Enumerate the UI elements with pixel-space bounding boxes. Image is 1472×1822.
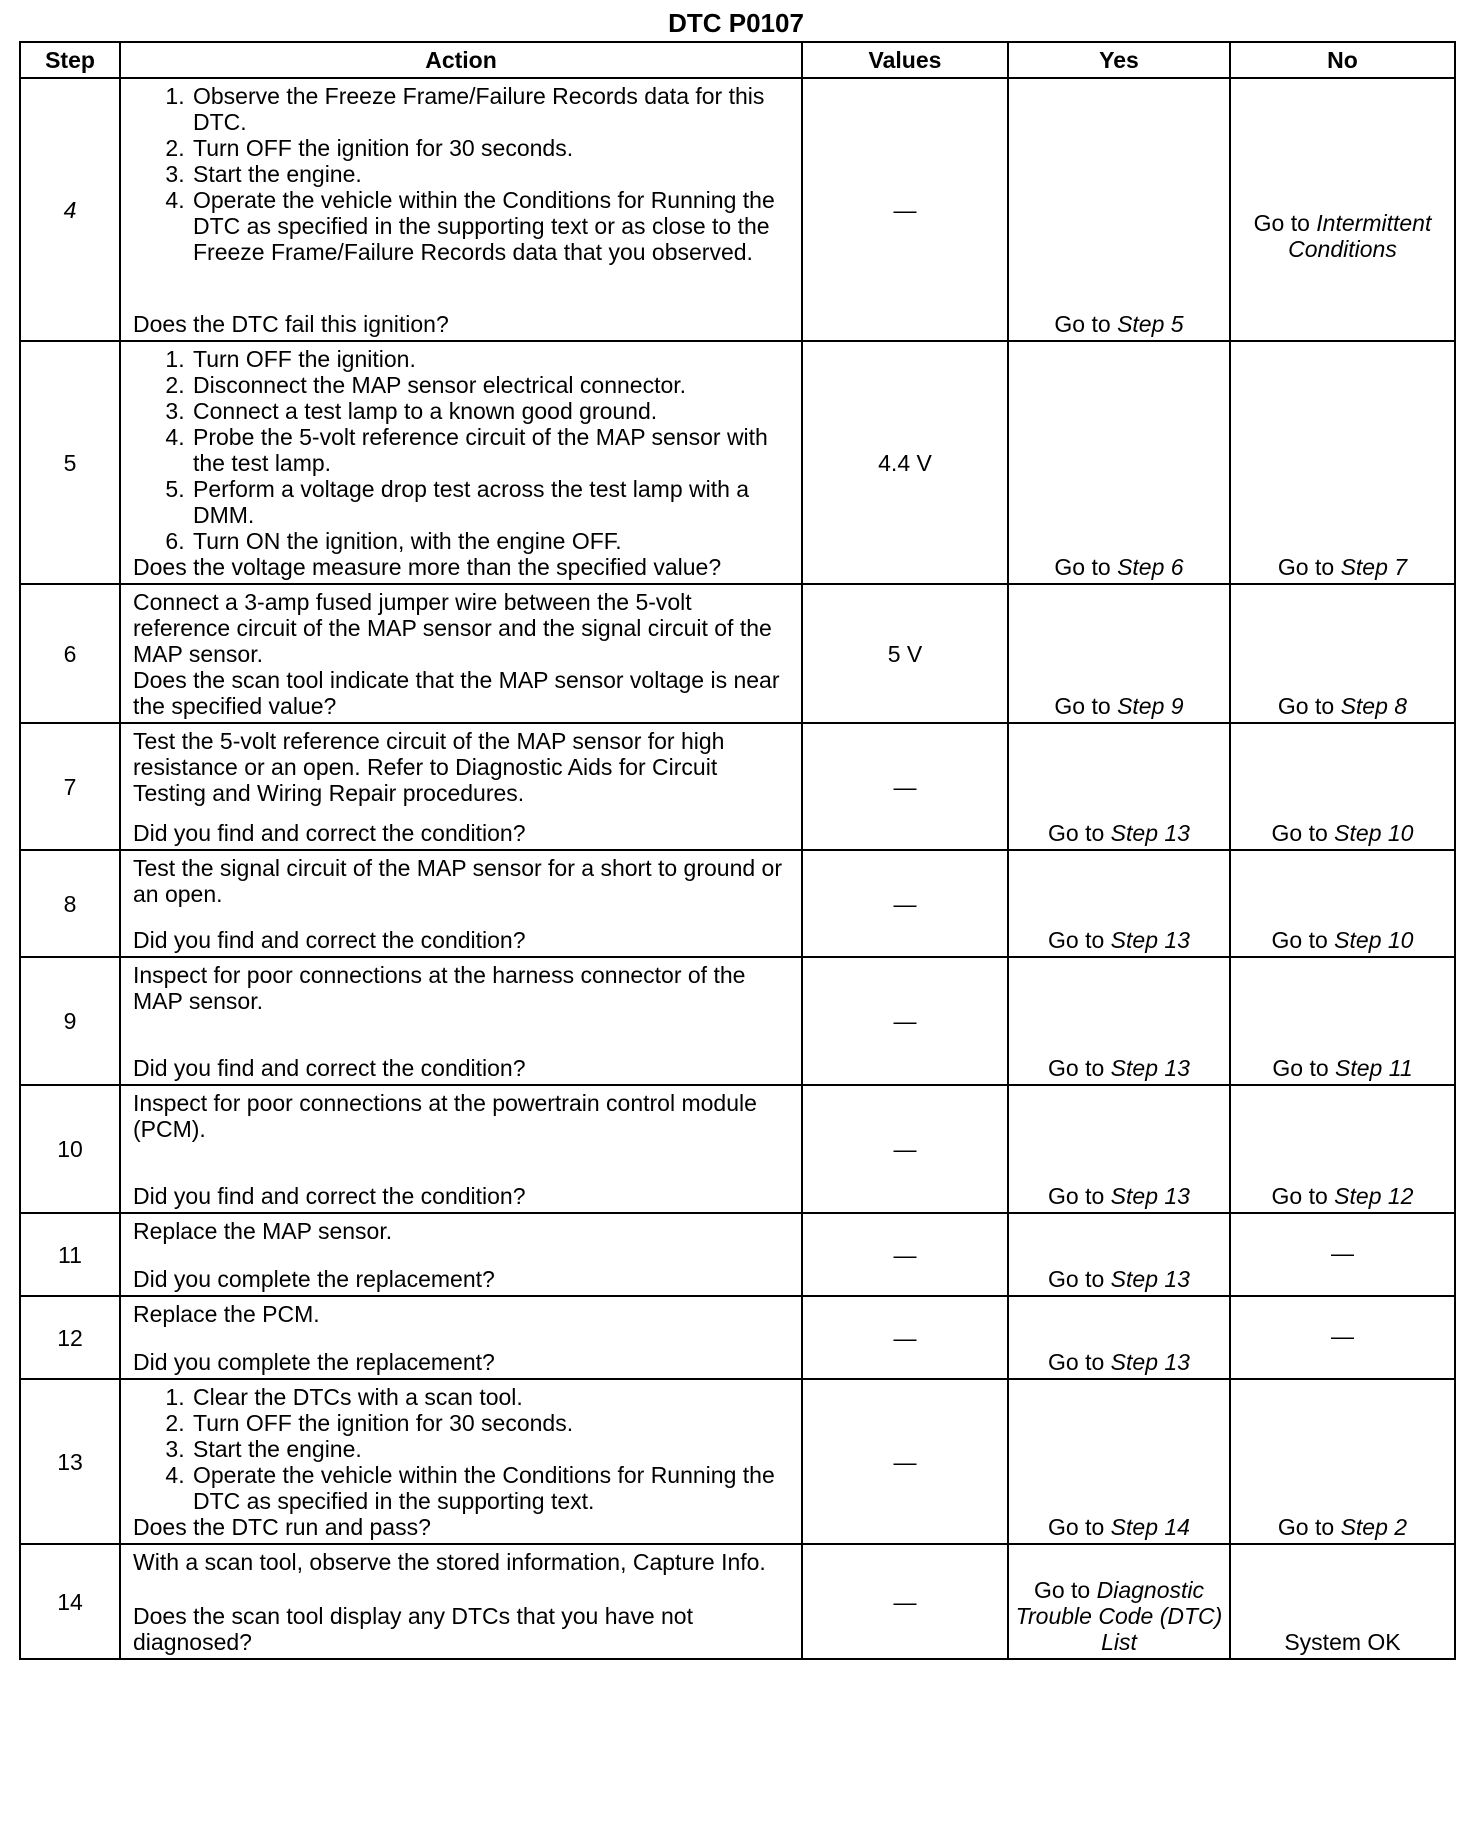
- step-number: 7: [20, 723, 120, 850]
- yes-target-link[interactable]: Step 13: [1110, 1349, 1190, 1375]
- action-content: [133, 962, 793, 1081]
- instruction-item: 2. Turn OFF the ignition for 30 seconds.: [191, 135, 793, 161]
- action-instructions: [133, 1218, 793, 1244]
- yes-cell: [1008, 957, 1230, 1085]
- action-cell: [120, 1085, 802, 1213]
- value-cell: —: [802, 850, 1008, 957]
- yes-target-link[interactable]: Step 13: [1110, 1266, 1190, 1292]
- no-prefix: Go to: [1272, 1055, 1336, 1081]
- header-action: Action: [120, 42, 802, 78]
- yes-target-link[interactable]: Step 9: [1117, 693, 1184, 719]
- no-cell: [1230, 584, 1455, 723]
- no-text: —: [1331, 1323, 1354, 1349]
- yes-cell: [1008, 723, 1230, 850]
- value-cell: —: [802, 78, 1008, 341]
- action-instructions: [133, 855, 793, 907]
- step-number: 4: [20, 78, 120, 341]
- instruction-item: 1. Observe the Freeze Frame/Failure Records data for this DTC.: [191, 83, 793, 135]
- action-question: Did you find and correct the condition?: [133, 1055, 526, 1081]
- table-row: [20, 78, 1455, 341]
- value-cell: 4.4 V: [802, 341, 1008, 584]
- table-body: [20, 78, 1455, 1659]
- value-cell: —: [802, 1085, 1008, 1213]
- no-text: System OK: [1284, 1629, 1401, 1655]
- action-instructions: [133, 1090, 793, 1142]
- value-cell: —: [802, 1379, 1008, 1544]
- yes-cell: [1008, 341, 1230, 584]
- action-instructions: [133, 962, 793, 1014]
- action-question: Does the voltage measure more than the specified value?: [133, 554, 722, 580]
- table-row: [20, 1296, 1455, 1379]
- yes-prefix: Go to: [1048, 927, 1111, 953]
- instruction-item: 5. Perform a voltage drop test across the test lamp with a DMM.: [191, 476, 793, 528]
- action-instructions: [133, 589, 793, 667]
- no-cell: [1230, 341, 1455, 584]
- no-text: —: [1331, 1240, 1354, 1266]
- instruction-list: [133, 83, 793, 265]
- yes-cell: [1008, 584, 1230, 723]
- action-cell: [120, 1213, 802, 1296]
- step-number: 14: [20, 1544, 120, 1659]
- instruction-text: Inspect for poor connections at the harness connector of the MAP sensor.: [133, 962, 746, 1014]
- step-number: 6: [20, 584, 120, 723]
- yes-target-link[interactable]: Step 14: [1110, 1514, 1190, 1540]
- table-row: [20, 850, 1455, 957]
- no-target-link[interactable]: Step 2: [1340, 1514, 1408, 1540]
- instruction-item: 1. Turn OFF the ignition.: [191, 346, 793, 372]
- action-cell: [120, 1544, 802, 1659]
- table-row: [20, 341, 1455, 584]
- instruction-item: 3. Start the engine.: [191, 1436, 793, 1462]
- header-no: No: [1230, 42, 1455, 78]
- action-content: [133, 855, 793, 953]
- action-cell: [120, 584, 802, 723]
- no-cell: [1230, 1544, 1455, 1659]
- yes-prefix: Go to: [1033, 1577, 1097, 1603]
- yes-target-link[interactable]: Step 5: [1117, 311, 1184, 337]
- instruction-item: 4. Operate the vehicle within the Conditions for Running the DTC as specified in the supporting text or as close to the Freeze Frame/Failure Records data that you observed.: [191, 187, 793, 265]
- action-cell: [120, 341, 802, 584]
- table-row: [20, 1213, 1455, 1296]
- yes-prefix: Go to: [1048, 1183, 1111, 1209]
- action-content: [133, 83, 793, 337]
- table-row: [20, 1544, 1455, 1659]
- table-row: [20, 723, 1455, 850]
- action-question: Did you complete the replacement?: [133, 1349, 495, 1375]
- no-prefix: Go to: [1271, 820, 1335, 846]
- yes-prefix: Go to: [1048, 1266, 1111, 1292]
- no-target-link[interactable]: Step 11: [1335, 1055, 1413, 1081]
- no-prefix: Go to: [1277, 693, 1341, 719]
- table-row: [20, 1085, 1455, 1213]
- header-yes: Yes: [1008, 42, 1230, 78]
- no-cell: [1230, 957, 1455, 1085]
- instruction-text: Inspect for poor connections at the powertrain control module (PCM).: [133, 1090, 757, 1142]
- no-target-link[interactable]: Step 12: [1334, 1183, 1414, 1209]
- instruction-item: 2. Disconnect the MAP sensor electrical connector.: [191, 372, 793, 398]
- no-cell: [1230, 1213, 1455, 1296]
- yes-target-link[interactable]: Step 13: [1110, 1055, 1190, 1081]
- header-row: [20, 42, 1455, 78]
- table-row: [20, 957, 1455, 1085]
- action-content: [133, 589, 793, 719]
- yes-prefix: Go to: [1054, 554, 1118, 580]
- action-instructions: [133, 728, 793, 806]
- yes-cell: [1008, 1296, 1230, 1379]
- action-cell: [120, 850, 802, 957]
- yes-prefix: Go to: [1048, 1514, 1111, 1540]
- action-instructions: [133, 1301, 793, 1327]
- action-question: Does the scan tool indicate that the MAP sensor voltage is near the specified value?: [133, 667, 780, 719]
- instruction-text: Test the 5-volt reference circuit of the MAP sensor for high resistance or an open. Refer to Diagnostic Aids for Circuit Testing and Wiring Repair procedures.: [133, 728, 725, 806]
- action-instructions: [133, 1384, 793, 1514]
- instruction-list: [133, 346, 793, 554]
- action-content: [133, 1301, 793, 1375]
- step-number: 12: [20, 1296, 120, 1379]
- yes-target-link[interactable]: Diagnostic Trouble Code (DTC) List: [1015, 1577, 1223, 1655]
- yes-prefix: Go to: [1054, 693, 1118, 719]
- action-content: [133, 1218, 793, 1292]
- value-cell: —: [802, 1544, 1008, 1659]
- no-target-link[interactable]: Step 8: [1340, 693, 1408, 719]
- action-cell: [120, 1379, 802, 1544]
- no-prefix: Go to: [1277, 554, 1341, 580]
- instruction-item: 4. Operate the vehicle within the Conditions for Running the DTC as specified in the supporting text.: [191, 1462, 793, 1514]
- action-question: Does the scan tool display any DTCs that you have not diagnosed?: [133, 1603, 693, 1655]
- no-prefix: Go to: [1271, 1183, 1335, 1209]
- yes-cell: [1008, 850, 1230, 957]
- action-cell: [120, 957, 802, 1085]
- instruction-text: Replace the MAP sensor.: [133, 1218, 393, 1244]
- action-question: Did you find and correct the condition?: [133, 927, 526, 953]
- action-content: [133, 1549, 793, 1655]
- action-cell: [120, 723, 802, 850]
- yes-cell: [1008, 1544, 1230, 1659]
- no-target-link[interactable]: Step 10: [1334, 820, 1414, 846]
- step-number: 9: [20, 957, 120, 1085]
- yes-prefix: Go to: [1048, 1349, 1111, 1375]
- no-cell: [1230, 78, 1455, 341]
- no-target-link[interactable]: Step 10: [1334, 927, 1414, 953]
- instruction-text: Replace the PCM.: [133, 1301, 320, 1327]
- yes-cell: [1008, 78, 1230, 341]
- instruction-text: With a scan tool, observe the stored information, Capture Info.: [133, 1549, 766, 1575]
- header-values: Values: [802, 42, 1008, 78]
- header-step: Step: [20, 42, 120, 78]
- table-row: [20, 584, 1455, 723]
- action-instructions: [133, 1549, 793, 1575]
- instruction-item: 4. Probe the 5-volt reference circuit of the MAP sensor with the test lamp.: [191, 424, 793, 476]
- yes-prefix: Go to: [1048, 820, 1111, 846]
- yes-target-link[interactable]: Step 13: [1110, 820, 1190, 846]
- value-cell: —: [802, 957, 1008, 1085]
- instruction-item: 3. Start the engine.: [191, 161, 793, 187]
- yes-prefix: Go to: [1048, 1055, 1111, 1081]
- value-cell: —: [802, 1213, 1008, 1296]
- action-question: Does the DTC run and pass?: [133, 1514, 431, 1540]
- no-cell: [1230, 1085, 1455, 1213]
- yes-cell: [1008, 1213, 1230, 1296]
- instruction-text: Test the signal circuit of the MAP sensor for a short to ground or an open.: [133, 855, 783, 907]
- action-question: Did you complete the replacement?: [133, 1266, 495, 1292]
- instruction-item: 3. Connect a test lamp to a known good ground.: [191, 398, 793, 424]
- yes-cell: [1008, 1085, 1230, 1213]
- action-content: [133, 1384, 793, 1540]
- page-title: DTC P0107: [668, 8, 804, 38]
- no-cell: [1230, 850, 1455, 957]
- value-cell: —: [802, 723, 1008, 850]
- table-row: [20, 1379, 1455, 1544]
- no-prefix: Go to: [1277, 1514, 1341, 1540]
- no-target-link[interactable]: Intermittent Conditions: [1288, 210, 1432, 262]
- no-prefix: Go to: [1253, 210, 1317, 236]
- yes-cell: [1008, 1379, 1230, 1544]
- step-number: 8: [20, 850, 120, 957]
- no-cell: [1230, 1379, 1455, 1544]
- diagnostic-table: [19, 41, 1456, 1660]
- instruction-text: Connect a 3-amp fused jumper wire between the 5-volt reference circuit of the MAP sensor and the signal circuit of the MAP sensor.: [133, 589, 772, 667]
- yes-target-link[interactable]: Step 6: [1117, 554, 1184, 580]
- action-content: [133, 728, 793, 846]
- no-cell: [1230, 1296, 1455, 1379]
- instruction-item: 2. Turn OFF the ignition for 30 seconds.: [191, 1410, 793, 1436]
- action-content: [133, 1090, 793, 1209]
- yes-target-link[interactable]: Step 13: [1110, 1183, 1190, 1209]
- action-question: Did you find and correct the condition?: [133, 820, 526, 846]
- action-instructions: [133, 346, 793, 554]
- no-prefix: Go to: [1271, 927, 1335, 953]
- step-number: 11: [20, 1213, 120, 1296]
- instruction-list: [133, 1384, 793, 1514]
- value-cell: —: [802, 1296, 1008, 1379]
- step-number: 13: [20, 1379, 120, 1544]
- action-cell: [120, 1296, 802, 1379]
- step-number: 5: [20, 341, 120, 584]
- action-question: Did you find and correct the condition?: [133, 1183, 526, 1209]
- value-cell: 5 V: [802, 584, 1008, 723]
- action-cell: [120, 78, 802, 341]
- yes-prefix: Go to: [1054, 311, 1118, 337]
- action-question: Does the DTC fail this ignition?: [133, 311, 449, 337]
- instruction-item: 1. Clear the DTCs with a scan tool.: [191, 1384, 793, 1410]
- no-target-link[interactable]: Step 7: [1340, 554, 1408, 580]
- instruction-item: 6. Turn ON the ignition, with the engine OFF.: [191, 528, 793, 554]
- action-content: [133, 346, 793, 580]
- yes-target-link[interactable]: Step 13: [1110, 927, 1190, 953]
- action-instructions: [133, 83, 793, 265]
- step-number: 10: [20, 1085, 120, 1213]
- no-cell: [1230, 723, 1455, 850]
